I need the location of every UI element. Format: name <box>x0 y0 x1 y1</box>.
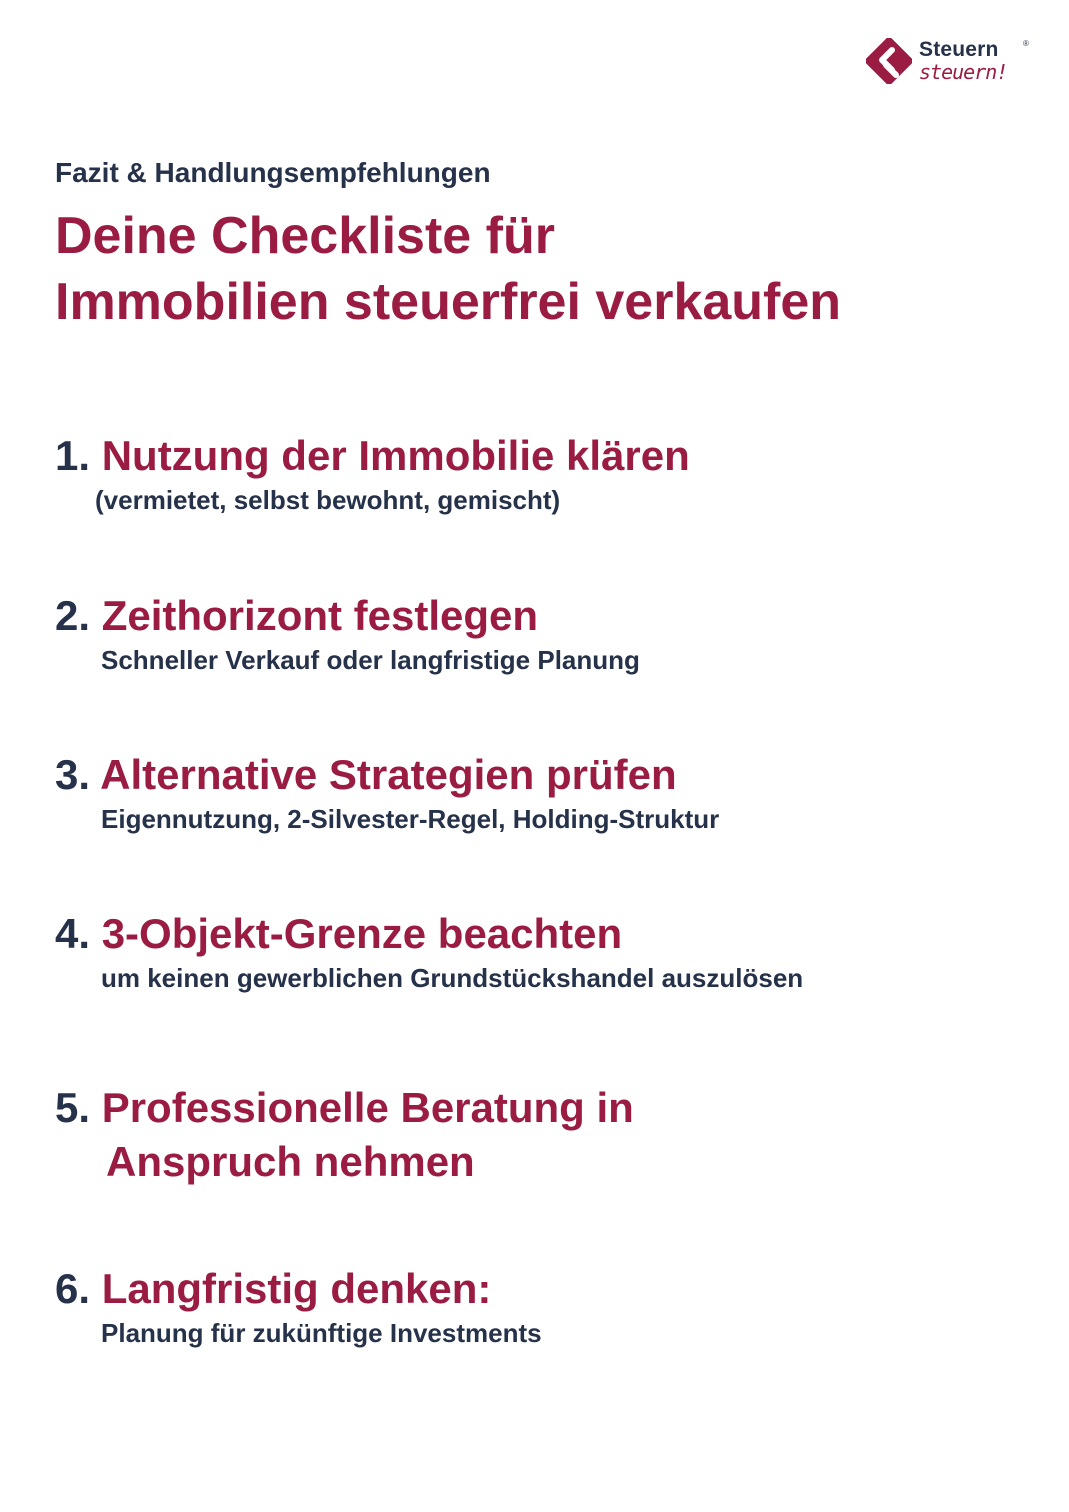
checklist-item-subtitle: Eigennutzung, 2-Silvester-Regel, Holding-Struktur <box>101 804 720 834</box>
checklist-item-heading <box>55 429 690 483</box>
checklist-item-6 <box>55 1262 542 1349</box>
checklist-item-number: 1. <box>55 432 91 479</box>
registered-mark: ® <box>1023 39 1029 48</box>
checklist-item-2 <box>55 589 640 676</box>
checklist-item-title: 3-Objekt-Grenze beachten <box>101 910 623 957</box>
checklist-item-heading <box>55 589 640 643</box>
checklist-item-number: 2. <box>55 592 91 639</box>
checklist-item-title-continued: Anspruch nehmen <box>106 1138 475 1185</box>
checklist-item-4 <box>55 907 803 994</box>
checklist-item-number: 4. <box>55 910 91 957</box>
checklist-item-title: Nutzung der Immobilie klären <box>101 432 690 479</box>
logo-wordmark-bottom: steuern! <box>919 60 1008 84</box>
page-title-line-1: Deine Checkliste für <box>55 207 555 265</box>
checklist-item-number: 6. <box>55 1265 91 1312</box>
checklist-item-title: Langfristig denken: <box>101 1265 492 1312</box>
checklist-item-subtitle: Planung für zukünftige Investments <box>101 1318 542 1348</box>
checklist-item-title: Zeithorizont festlegen <box>101 592 539 639</box>
checklist-item-title: Professionelle Beratung in <box>101 1084 634 1131</box>
page-title <box>55 203 841 335</box>
checklist-item-heading <box>55 1262 542 1316</box>
checklist-item-5 <box>55 1081 634 1189</box>
brand-logo <box>866 36 1036 88</box>
logo-mark-icon <box>866 38 912 84</box>
checklist-item-3 <box>55 748 719 835</box>
checklist-item-heading <box>55 748 719 802</box>
checklist-item-title: Alternative Strategien prüfen <box>100 751 677 798</box>
checklist-item-subtitle: (vermietet, selbst bewohnt, gemischt) <box>95 485 561 515</box>
checklist-item-number: 5. <box>55 1084 91 1131</box>
checklist-item-heading <box>55 907 803 961</box>
logo-wordmark-top: Steuern <box>919 38 999 61</box>
checklist-item-subtitle: Schneller Verkauf oder langfristige Planung <box>101 645 640 675</box>
checklist-item-subtitle: um keinen gewerblichen Grundstückshandel auszulösen <box>101 963 804 993</box>
section-eyebrow: Fazit & Handlungsempfehlungen <box>55 157 491 188</box>
page-title-line-2: Immobilien steuerfrei verkaufen <box>55 273 842 331</box>
checklist-item-heading <box>55 1081 634 1135</box>
checklist-item-number: 3. <box>55 751 91 798</box>
checklist-item-1 <box>55 429 690 516</box>
